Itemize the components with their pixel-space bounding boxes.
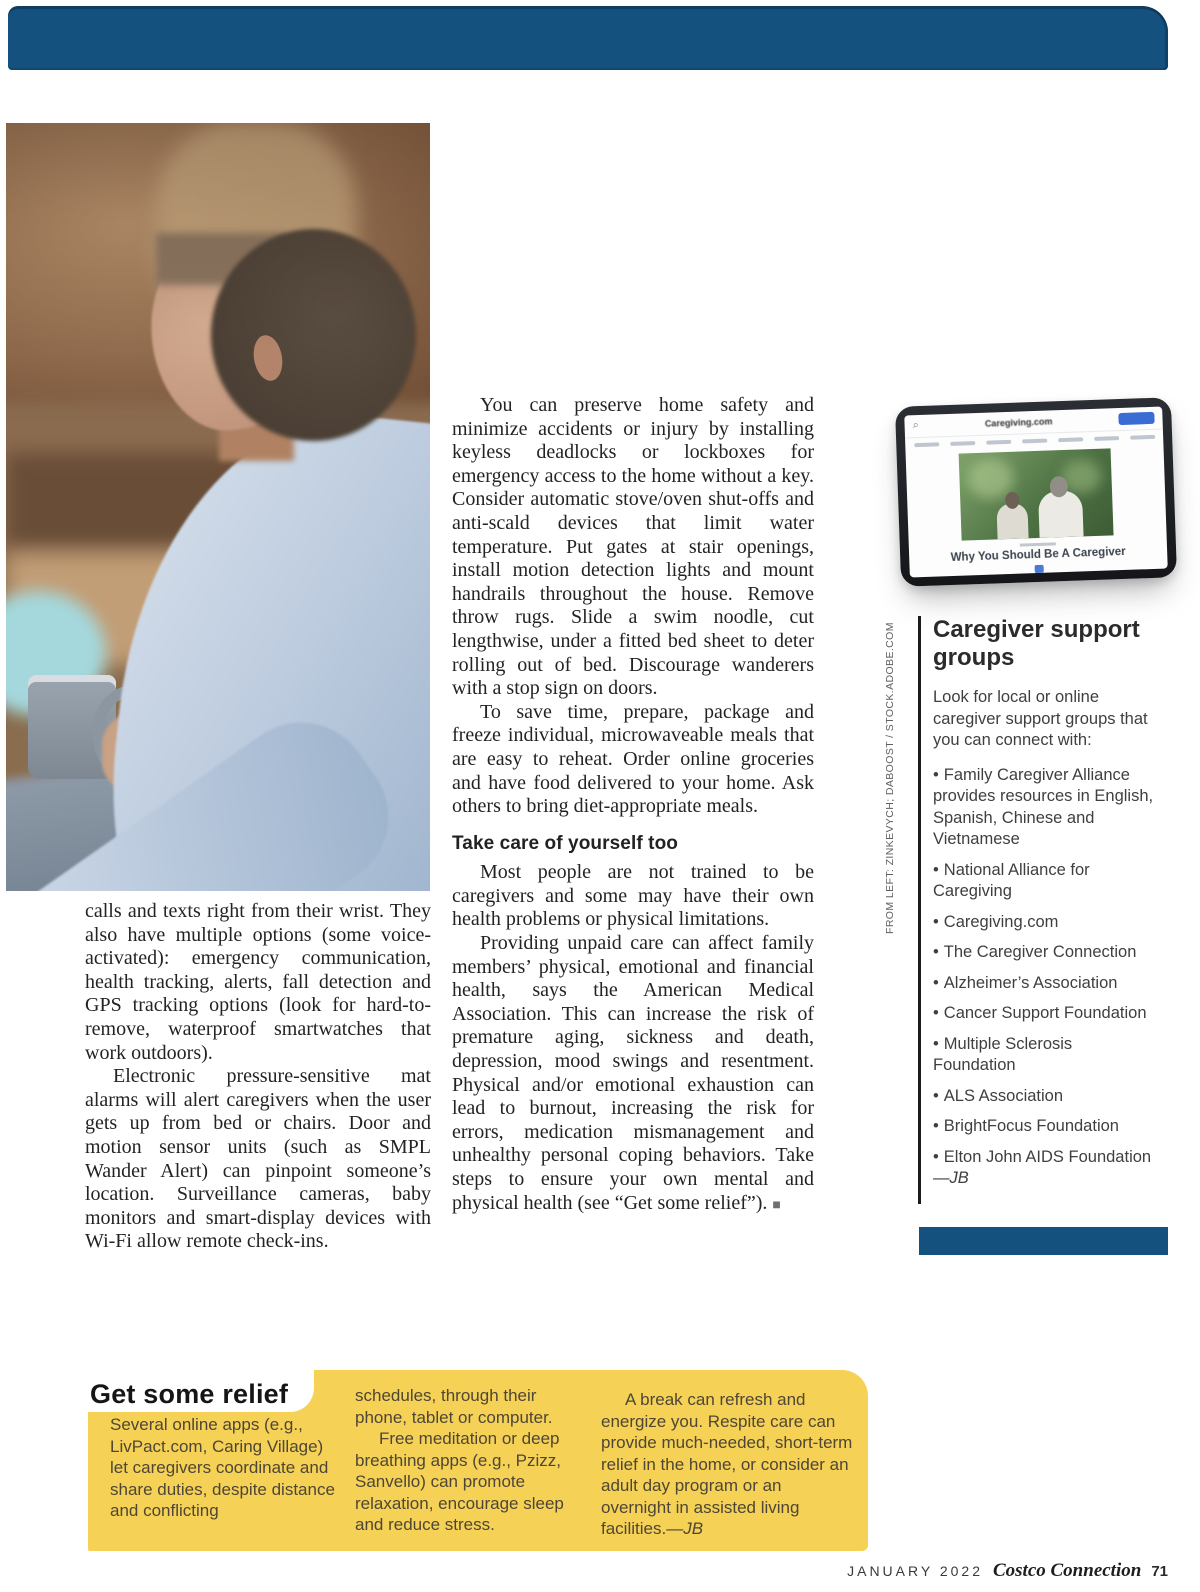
bullet-icon: • bbox=[933, 860, 939, 879]
paragraph: Electronic pressure-sensitive mat alarms will alert caregivers when the user gets up from bed or chairs. Door and motion sensor units (such as SMPL Wander Alert) can pinpoint someone’s location. Surveillance cameras, baby monitors and smart-display devices with Wi-Fi allow remote check-ins. bbox=[85, 1065, 431, 1253]
list-item-text: Alzheimer’s Association bbox=[943, 973, 1118, 992]
article-middle-column bbox=[452, 394, 814, 1216]
list-item-text: The Caregiver Connection bbox=[943, 943, 1137, 961]
list-item bbox=[933, 1147, 1155, 1190]
nav-item-placeholder bbox=[1130, 435, 1155, 439]
list-item bbox=[933, 942, 1155, 964]
paragraph: Most people are not trained to be caregivers and some may have their own health problems or physical limitations. bbox=[452, 861, 814, 931]
article-left-column bbox=[85, 900, 431, 1254]
paragraph: You can preserve home safety and minimize accidents or injury by installing keyless deadlocks or lockboxes for emergency access to the home without a key. Consider automatic stove/oven shut-offs and anti-scald devices that limit water temperature. Put gates at stair openings, install motion detection lights and mount handrails throughout the house. Remove throw rugs. Slide a swim noodle, cut lengthwise, under a fitted bed sheet to deter rolling out of bed. Discourage wanderers with a stop sign on doors. bbox=[452, 394, 814, 700]
paragraph: Several online apps (e.g., LivPact.com, Caring Village) let caregivers coordinate and share duties, despite distance and conflicting bbox=[110, 1415, 335, 1520]
photo-top-shadow bbox=[6, 123, 430, 353]
nav-item-placeholder bbox=[914, 443, 939, 447]
bullet-icon: • bbox=[933, 765, 939, 784]
end-of-article-mark: ■ bbox=[772, 1195, 781, 1212]
get-some-relief-box bbox=[88, 1370, 868, 1551]
bullet-icon: • bbox=[933, 1004, 939, 1022]
relief-column-1 bbox=[110, 1414, 336, 1522]
bullet-icon: • bbox=[933, 973, 939, 992]
footer-issue-date: JANUARY 2022 bbox=[847, 1563, 983, 1579]
list-item bbox=[933, 973, 1155, 995]
paragraph: calls and texts right from their wrist. They also have multiple options (some voice-activated): emergency communication, health tracking, alerts, fall detection and GPS tracking options (look for hard-to-remove, waterproof smartwatches that work outdoors). bbox=[85, 900, 431, 1064]
bullet-icon: • bbox=[933, 1147, 939, 1166]
paragraph: schedules, through their phone, tablet or computer. bbox=[355, 1386, 553, 1427]
tablet-article-headline: Why You Should Be A Caregiver bbox=[950, 545, 1126, 564]
search-icon: ⌕ bbox=[912, 419, 919, 432]
sidebar-intro: Look for local or online caregiver support groups that you can connect with: bbox=[933, 688, 1148, 749]
nav-item-placeholder bbox=[1058, 438, 1083, 442]
relief-title: Get some relief bbox=[90, 1379, 289, 1409]
bullet-icon: • bbox=[933, 1034, 939, 1053]
list-item-text: BrightFocus Foundation bbox=[943, 1117, 1119, 1135]
photo-credit: FROM LEFT: ZINKEVYCH; DABOOST / STOCK.ADOBE.COM bbox=[884, 622, 896, 934]
paragraph: To save time, prepare, package and freeze individual, microwaveable meals that are easy to reheat. Order online groceries and have food delivered to your home. Ask others to bring diet-appropriate meals. bbox=[452, 700, 814, 818]
hero-man-head bbox=[1049, 476, 1068, 498]
paragraph-text: Providing unpaid care can affect family members’ physical, emotional and financial health, says the American Medical Association. This can increase the risk of premature aging, sickness and death, depression, mood swings and resentment. Physical and/or emotional exhaustion can lead to burnout, increasing the risk for errors, medication mismanagement and unhealthy personal coping behaviors. Take steps to ensure your own mental and physical health (see “Get some relief”). bbox=[452, 932, 814, 1214]
author-initials: —JB bbox=[933, 1169, 969, 1187]
list-item-text: National Alliance for Caregiving bbox=[933, 860, 1090, 900]
top-blue-banner bbox=[8, 6, 1168, 70]
hero-man bbox=[1038, 490, 1084, 538]
bullet-icon: • bbox=[933, 1086, 939, 1105]
sidebar-blue-bar bbox=[919, 1227, 1168, 1255]
relief-title-notch bbox=[88, 1370, 314, 1412]
bullet-icon: • bbox=[933, 912, 939, 931]
bullet-icon: • bbox=[933, 943, 939, 961]
list-item bbox=[933, 1034, 1155, 1077]
paragraph bbox=[452, 932, 814, 1216]
man-with-mug-photo bbox=[6, 123, 430, 891]
tablet-screen bbox=[904, 407, 1167, 578]
list-item bbox=[933, 1003, 1155, 1025]
list-item bbox=[933, 765, 1155, 851]
share-icon bbox=[1034, 564, 1043, 573]
hero-caption-placeholder bbox=[1020, 542, 1056, 546]
tablet-mockup bbox=[895, 397, 1177, 587]
list-item-text: Family Caregiver Alliance provides resources in English, Spanish, Chinese and Vietnamese bbox=[933, 765, 1154, 848]
paragraph bbox=[601, 1389, 853, 1540]
tablet-hero-photo bbox=[959, 448, 1114, 540]
relief-column-3 bbox=[601, 1389, 853, 1540]
sidebar-rule bbox=[918, 616, 921, 1204]
paragraph: Free meditation or deep breathing apps (e.g., Pzizz, Sanvello) can promote relaxation, encourage sleep and reduce stress. bbox=[355, 1429, 564, 1534]
list-item-text: Caregiving.com bbox=[943, 912, 1059, 931]
caregiver-support-sidebar bbox=[933, 616, 1155, 1199]
paragraph-text: A break can refresh and energize you. Respite care can provide much-needed, short-term relief in the home, or consider an adult day program or an overnight in assisted living facilities. bbox=[601, 1390, 853, 1538]
hero-woman-head bbox=[1005, 491, 1020, 508]
nav-item-placeholder bbox=[1022, 439, 1047, 443]
list-item bbox=[933, 912, 1155, 934]
bullet-icon: • bbox=[933, 1117, 939, 1135]
nav-item-placeholder bbox=[986, 440, 1011, 444]
footer-magazine-name: Costco Connection bbox=[992, 1560, 1142, 1581]
list-item bbox=[933, 1086, 1155, 1108]
list-item-text: Cancer Support Foundation bbox=[943, 1004, 1147, 1022]
tablet-signin-button bbox=[1118, 412, 1154, 425]
page-footer bbox=[847, 1560, 1168, 1582]
section-subheading: Take care of yourself too bbox=[452, 832, 678, 854]
relief-column-2 bbox=[355, 1385, 588, 1536]
list-item bbox=[933, 1116, 1155, 1138]
list-item-text: Elton John AIDS Foundation bbox=[943, 1147, 1152, 1166]
list-item-text: Multiple Sclerosis Foundation bbox=[933, 1034, 1073, 1074]
sidebar-title: Caregiver support groups bbox=[933, 616, 1140, 671]
nav-item-placeholder bbox=[1094, 436, 1119, 440]
footer-page-number: 71 bbox=[1151, 1563, 1168, 1580]
nav-item-placeholder bbox=[950, 441, 975, 445]
tablet-site-name: Caregiving.com bbox=[984, 416, 1053, 429]
list-item-text: ALS Association bbox=[943, 1086, 1064, 1105]
list-item bbox=[933, 860, 1155, 903]
author-initials: —JB bbox=[666, 1519, 704, 1538]
